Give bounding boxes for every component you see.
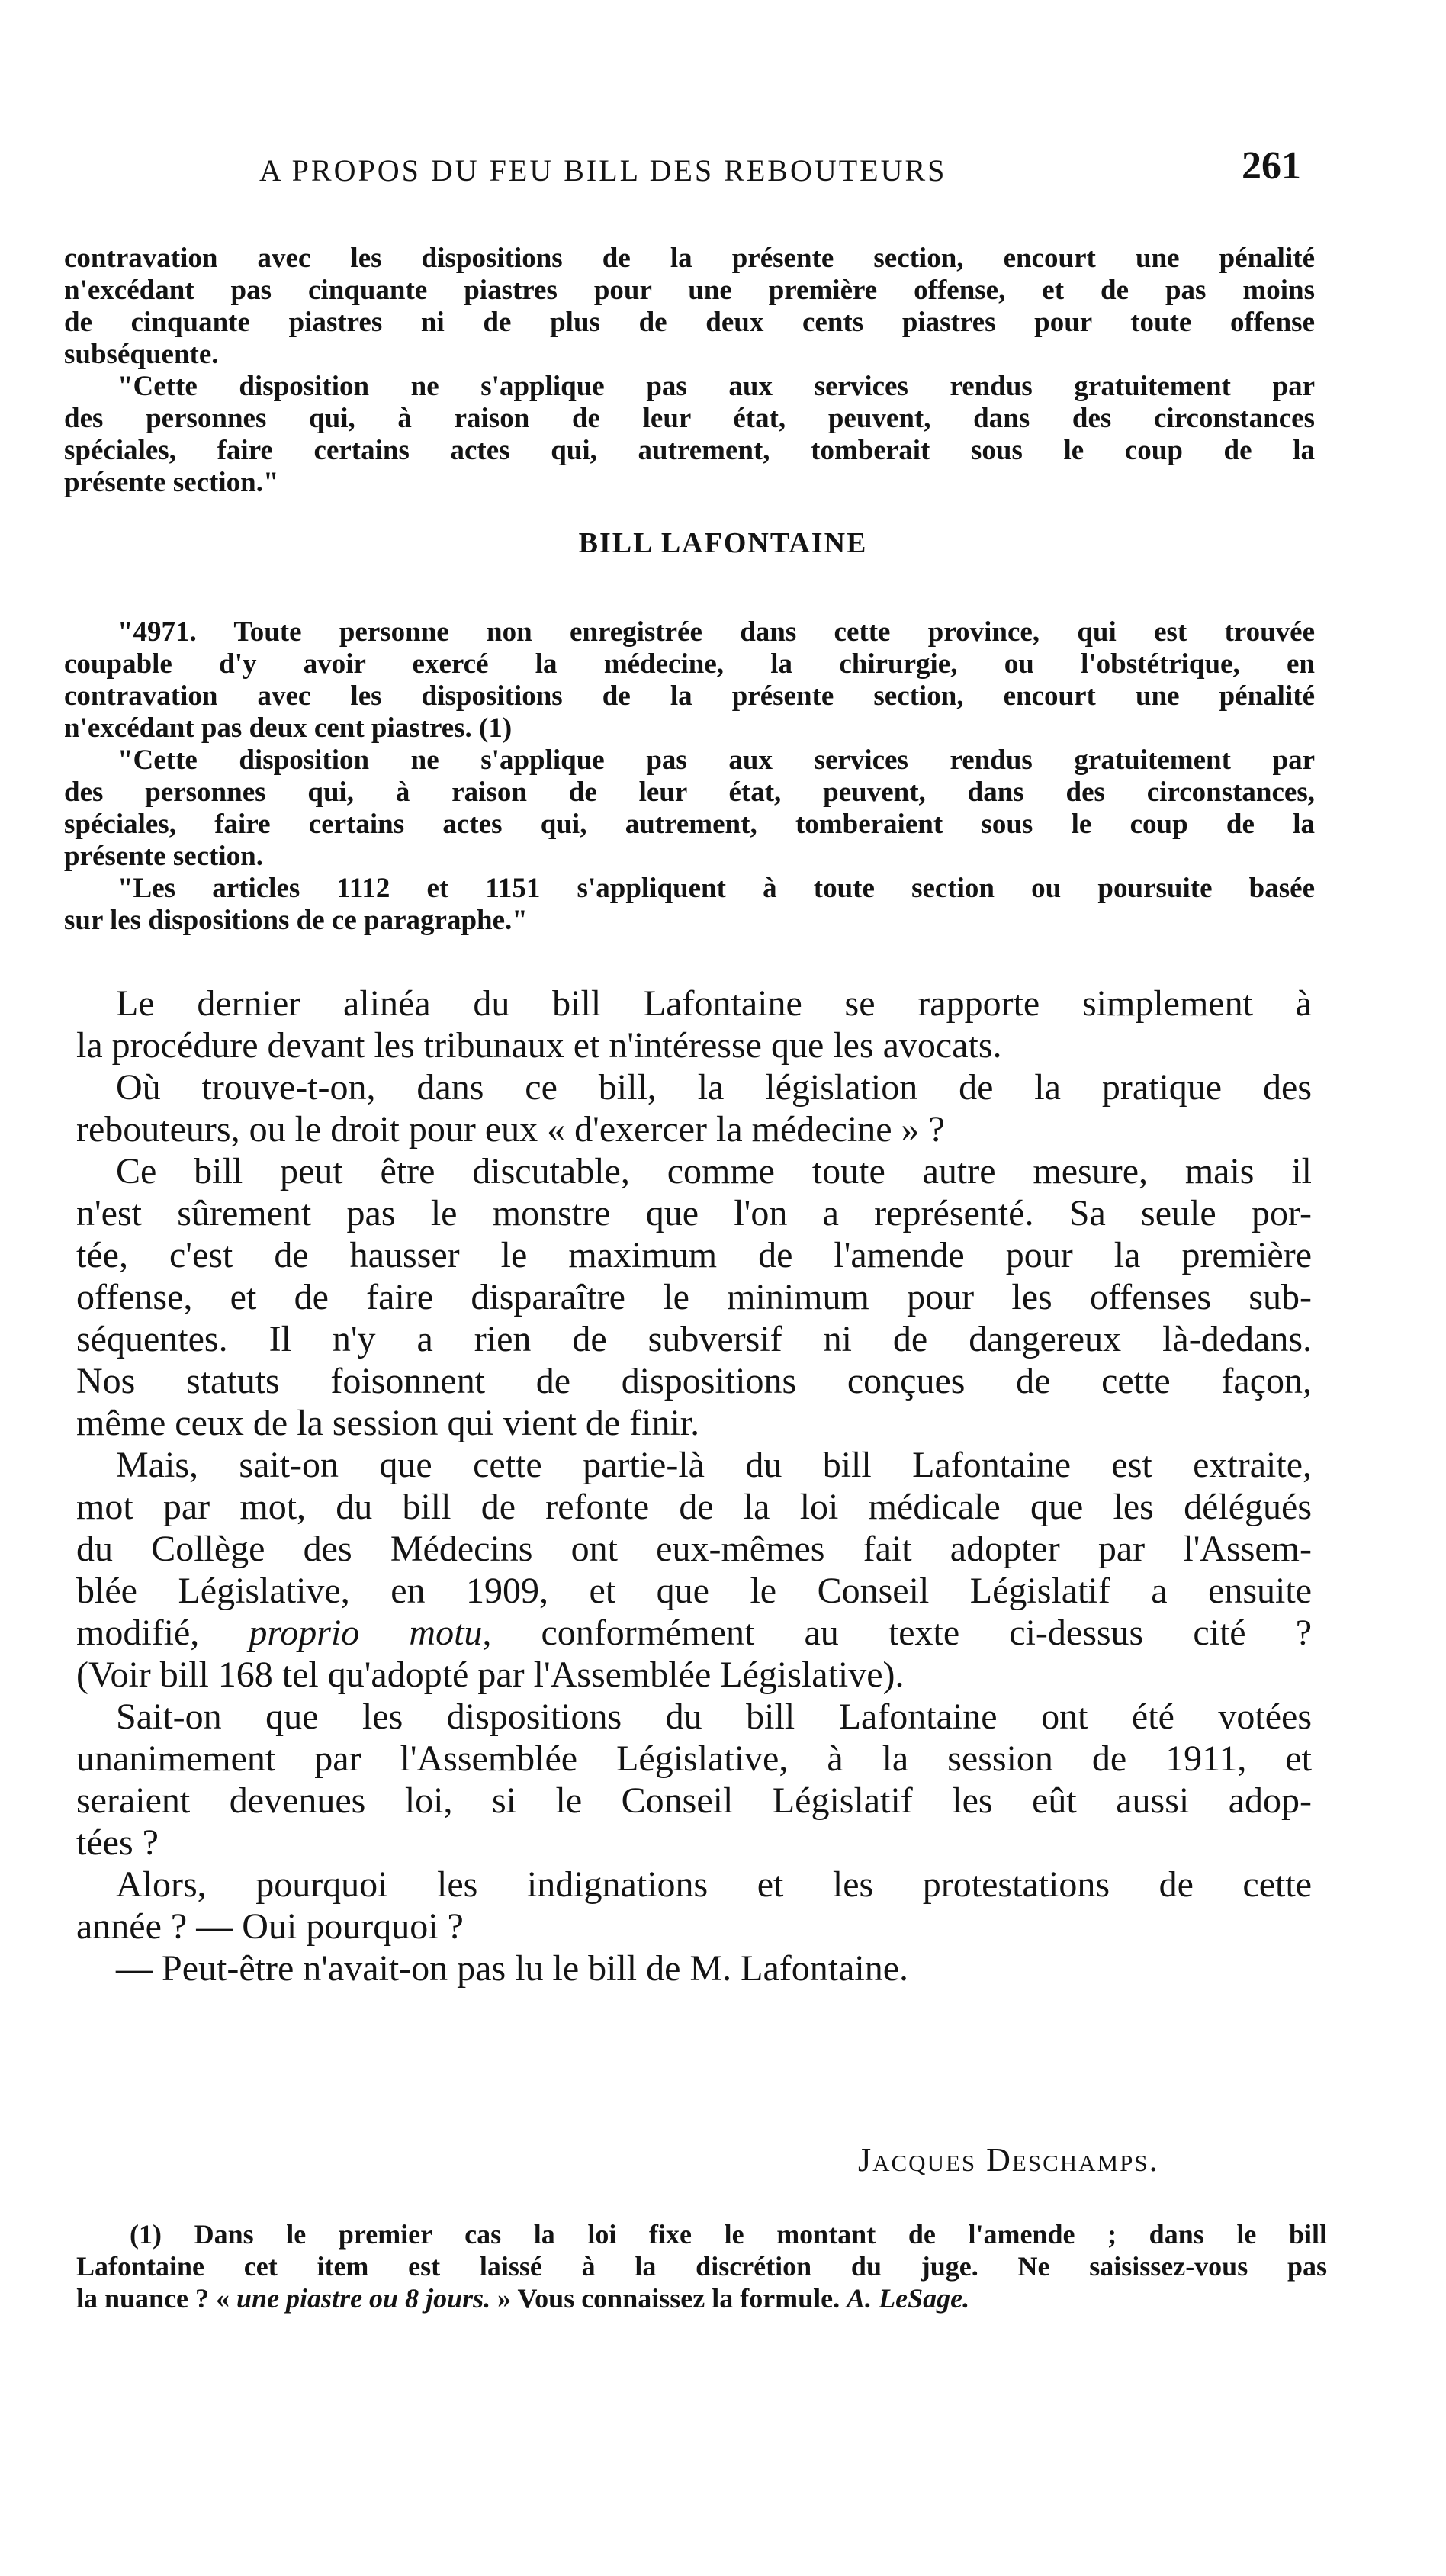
footnote-italic: une piastre ou 8 jours. — [236, 2283, 491, 2314]
footnote — [76, 2218, 1327, 2314]
essay-line — [76, 1612, 1312, 1654]
essay-line: Alors, pourquoi les indignations et les protestations de cette — [116, 1864, 1312, 1905]
footnote-line — [76, 2282, 1327, 2314]
essay-line: Nos statuts foisonnent de dispositions conçues de cette façon, — [76, 1361, 1312, 1401]
bill-line: des personnes qui, à raison de leur état, peuvent, dans des circonstances, — [64, 777, 1315, 808]
bill-lafontaine-heading: BILL LAFONTAINE — [578, 527, 868, 559]
quote-line: spéciales, faire certains actes qui, autrement, tomberait sous le coup de la — [64, 435, 1315, 466]
footnote-line: (1) Dans le premier cas la loi fixe le montant de l'amende ; dans le bill — [130, 2219, 1327, 2250]
essay-body — [76, 982, 1312, 1989]
quoted-law-section — [64, 243, 1315, 499]
bill-line: n'excédant pas deux cent piastres. (1) — [64, 712, 513, 744]
essay-line: Ce bill peut être discutable, comme toute autre mesure, mais il — [116, 1151, 1312, 1192]
essay-line: Le dernier alinéa du bill Lafontaine se rapporte simplement à — [116, 983, 1312, 1024]
essay-line: (Voir bill 168 tel qu'adopté par l'Assemblée Législative). — [76, 1655, 905, 1695]
essay-line: unanimement par l'Assemblée Législative, à la session de 1911, et — [76, 1738, 1312, 1779]
running-title: A PROPOS DU FEU BILL DES REBOUTEURS — [259, 153, 947, 188]
latin-phrase: proprio motu, — [249, 1613, 492, 1653]
bill-line: présente section. — [64, 841, 263, 872]
bill-line: "4971. Toute personne non enregistrée dans cette province, qui est trouvée — [117, 616, 1315, 648]
essay-line: offense, et de faire disparaître le minimum pour les offenses sub- — [76, 1277, 1312, 1317]
essay-line: tées ? — [76, 1822, 159, 1863]
essay-text: modifié, — [76, 1613, 249, 1653]
essay-line: rebouteurs, ou le droit pour eux « d'exercer la médecine » ? — [76, 1109, 945, 1150]
quote-line: "Cette disposition ne s'applique pas aux services rendus gratuitement par — [117, 371, 1315, 402]
bill-line: "Les articles 1112 et 1151 s'appliquent à toute section ou poursuite basée — [117, 873, 1315, 904]
essay-line: séquentes. Il n'y a rien de subversif ni de dangereux là-dedans. — [76, 1319, 1312, 1359]
bill-line: spéciales, faire certains actes qui, autrement, tomberaient sous le coup de la — [64, 809, 1315, 840]
bill-line: sur les dispositions de ce paragraphe." — [64, 905, 528, 936]
quote-line: de cinquante piastres ni de plus de deux cents piastres pour toute offense — [64, 307, 1315, 338]
essay-line: Mais, sait-on que cette partie-là du bill Lafontaine est extraite, — [116, 1445, 1312, 1485]
bill-line: "Cette disposition ne s'applique pas aux services rendus gratuitement par — [117, 744, 1315, 776]
footnote-text: la nuance ? « — [76, 2283, 237, 2314]
essay-line: — Peut-être n'avait-on pas lu le bill de M. Lafontaine. — [116, 1948, 909, 1989]
essay-line: du Collège des Médecins ont eux-mêmes fait adopter par l'Assem- — [76, 1529, 1312, 1569]
bill-lafontaine-text — [64, 616, 1315, 937]
essay-text: conformément au texte ci-dessus cité ? — [491, 1613, 1312, 1653]
essay-line: mot par mot, du bill de refonte de la loi médicale que les délégués — [76, 1487, 1312, 1527]
essay-line: seraient devenues loi, si le Conseil Législatif les eût aussi adop- — [76, 1780, 1312, 1821]
essay-line: même ceux de la session qui vient de finir. — [76, 1403, 700, 1443]
bill-line: contravation avec les dispositions de la présente section, encourt une pénalité — [64, 680, 1315, 712]
quote-line: contravation avec les dispositions de la présente section, encourt une pénalité — [64, 243, 1315, 274]
essay-line: tée, c'est de hausser le maximum de l'amende pour la première — [76, 1235, 1312, 1275]
quote-line: présente section." — [64, 467, 279, 498]
footnote-line: Lafontaine cet item est laissé à la discrétion du juge. Ne saisissez-vous pas — [76, 2251, 1327, 2282]
author-signature: Jacques Deschamps. — [858, 2141, 1159, 2179]
quote-line: subséquente. — [64, 339, 219, 370]
essay-line: Où trouve-t-on, dans ce bill, la législation de la pratique des — [116, 1067, 1312, 1108]
essay-line: n'est sûrement pas le monstre que l'on a représenté. Sa seule por- — [76, 1193, 1312, 1233]
essay-line: année ? — Oui pourquoi ? — [76, 1906, 464, 1947]
quote-line: n'excédant pas cinquante piastres pour une première offense, et de pas moins — [64, 275, 1315, 306]
essay-line: Sait-on que les dispositions du bill Lafontaine ont été votées — [116, 1696, 1312, 1737]
footnote-text: » Vous connaissez la formule. — [490, 2283, 847, 2314]
bill-line: coupable d'y avoir exercé la médecine, la chirurgie, ou l'obstétrique, en — [64, 648, 1315, 680]
essay-line: la procédure devant les tribunaux et n'intéresse que les avocats. — [76, 1025, 1002, 1066]
quote-line: des personnes qui, à raison de leur état, peuvent, dans des circonstances — [64, 403, 1315, 434]
page-number: 261 — [1242, 144, 1301, 188]
essay-line: blée Législative, en 1909, et que le Conseil Législatif a ensuite — [76, 1571, 1312, 1611]
footnote-author: A. LeSage. — [847, 2283, 970, 2314]
